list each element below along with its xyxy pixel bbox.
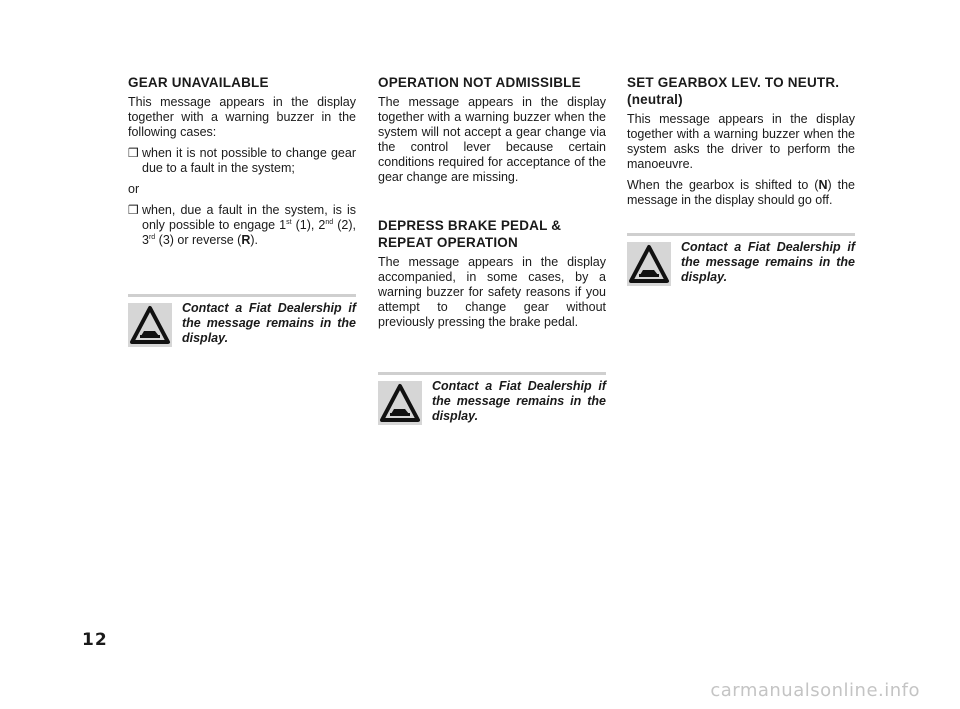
warning-note-2 [378,372,606,431]
warning-text: Contact a Fiat Dealership if the message remains in the display. [432,379,606,423]
heading-gear-unavailable: GEAR UNAVAILABLE [128,75,269,90]
gear-unavailable-intro: This message appears in the display together with a warning buzzer in the following cases: [128,95,356,139]
page-number: 12 [82,630,108,650]
operation-not-admissible-text: The message appears in the display together with a warning buzzer when the system will not accept a gear change via the control lever because certain conditions required for acceptance of the gear change are missing. [378,95,606,184]
warning-triangle-car-icon [378,381,422,425]
gear-r-label: R [241,233,251,247]
warning-triangle-car-icon [128,303,172,347]
warning-triangle-car-icon [627,242,671,286]
bullet-text: when it is not possible to change gear due to a fault in the system; [142,146,356,175]
gear-n-label: N [818,178,828,192]
set-gearbox-text: This message appears in the display together with a warning buzzer when the system asks the driver to perform the manoeuvre. [627,112,855,171]
warning-note-1 [128,294,356,353]
bullet-text: when, due a fault in the system, is is only possible to engage 1st (1), 2nd (2), 3rd (3) or reverse (R). [142,203,356,247]
warning-note-3 [627,233,855,292]
set-gearbox-text-2: When the gearbox is shifted to (N) the message in the display should go off. [627,178,856,207]
column-1 [128,74,356,254]
column-3 [627,74,855,214]
list-item [128,146,356,176]
checkbox-bullet-icon: ❒ [128,203,139,217]
heading-set-gearbox-neutral: SET GEARBOX LEV. TO NEUTR. (neutral) [627,75,840,107]
depress-brake-pedal-text: The message appears in the display accompanied, in some cases, by a warning buzzer for safety reasons if you attempt to change gear without previously pressing the brake pedal. [378,255,606,329]
heading-depress-brake-pedal: DEPRESS BRAKE PEDAL & REPEAT OPERATION [378,218,562,250]
or-text: or [128,182,140,196]
warning-text: Contact a Fiat Dealership if the message remains in the display. [182,301,356,345]
list-item [128,203,356,248]
column-2 [378,74,606,336]
heading-operation-not-admissible: OPERATION NOT ADMISSIBLE [378,75,581,90]
watermark: carmanualsonline.info [710,680,920,701]
warning-text: Contact a Fiat Dealership if the message remains in the display. [681,240,855,284]
checkbox-bullet-icon: ❒ [128,146,139,160]
